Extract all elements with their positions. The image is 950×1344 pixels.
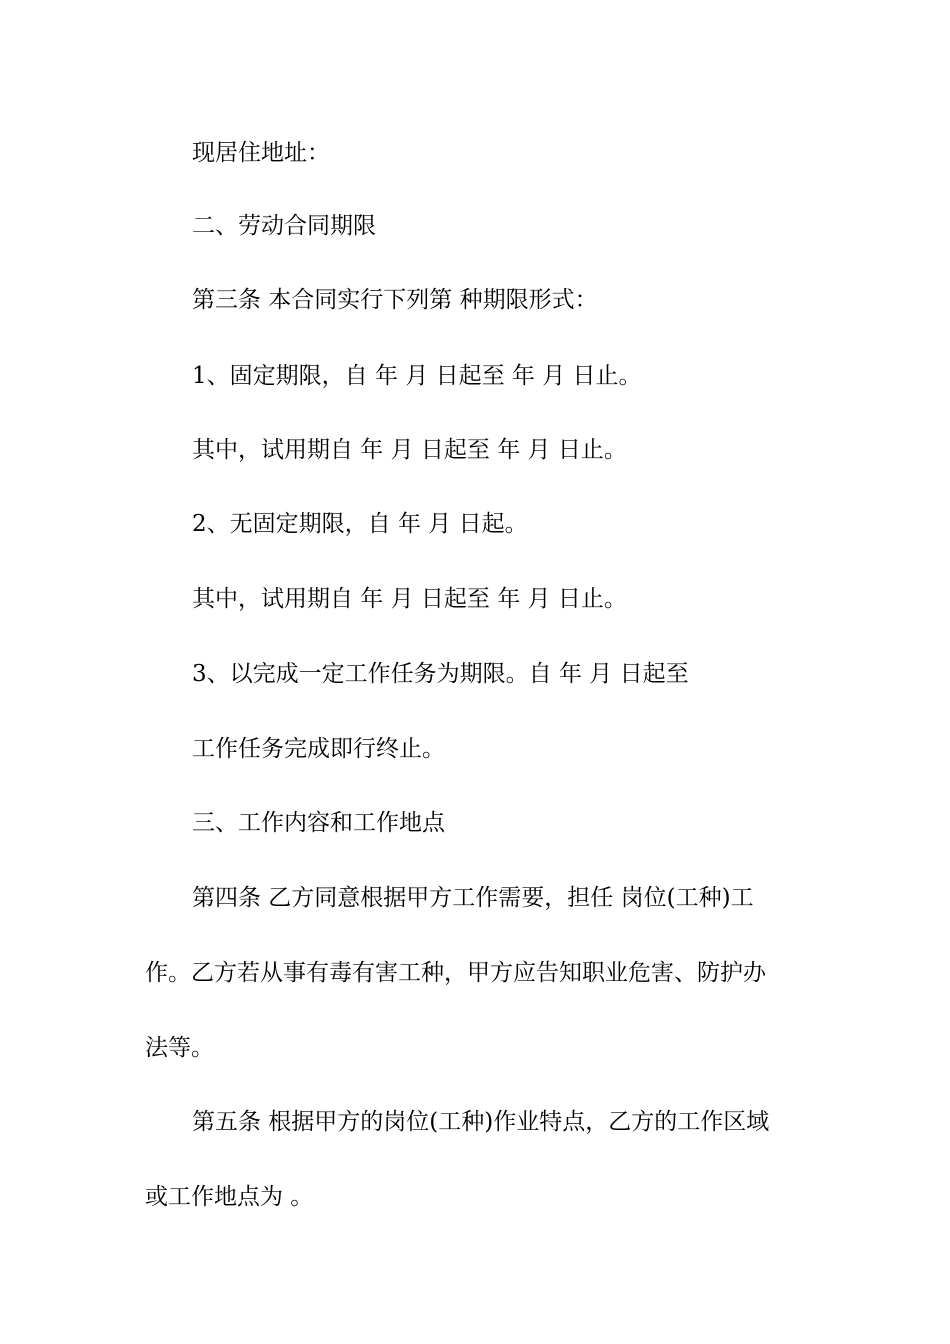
- term-option-3-line: 3、以完成一定工作任务为期限。自 年 月 日起至: [192, 661, 689, 687]
- section-3-heading: 三、工作内容和工作地点: [192, 810, 445, 836]
- article-4-line-3: 法等。: [145, 1035, 214, 1061]
- section-2-heading: 二、劳动合同期限: [192, 213, 376, 239]
- address-line: 现居住地址：: [192, 140, 330, 166]
- article-5-line-1: 第五条 根据甲方的岗位(工种)作业特点，乙方的工作区域: [192, 1109, 770, 1135]
- probation-line-2: 其中，试用期自 年 月 日起至 年 月 日止。: [192, 586, 627, 612]
- article-5-line-2: 或工作地点为 。: [145, 1184, 314, 1210]
- article-4-line-1: 第四条 乙方同意根据甲方工作需要，担任 岗位(工种)工: [192, 885, 754, 911]
- probation-line-1: 其中，试用期自 年 月 日起至 年 月 日止。: [192, 437, 627, 463]
- term-option-3-continuation: 工作任务完成即行终止。: [192, 736, 445, 762]
- term-option-1-line: 1、固定期限，自 年 月 日起至 年 月 日止。: [192, 363, 642, 389]
- term-option-2-line: 2、无固定期限，自 年 月 日起。: [192, 511, 528, 537]
- article-3-line: 第三条 本合同实行下列第 种期限形式：: [192, 287, 598, 313]
- article-4-line-2: 作。乙方若从事有毒有害工种，甲方应告知职业危害、防护办: [145, 960, 766, 986]
